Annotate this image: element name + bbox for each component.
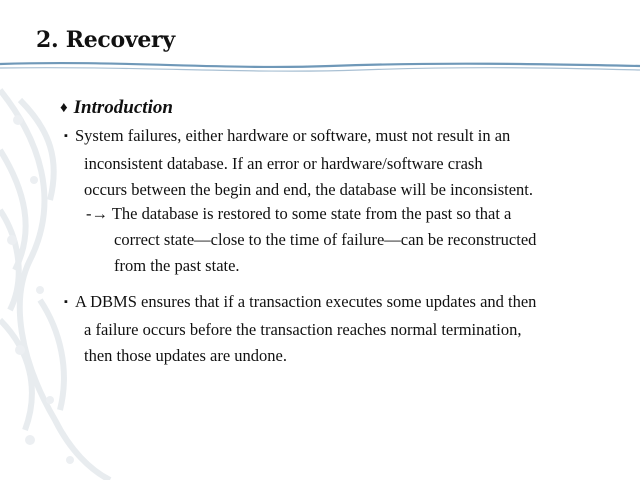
diamond-bullet-icon: ♦ xyxy=(60,100,68,116)
sub-line: from the past state. xyxy=(114,256,240,275)
sub-line: correct state—close to the time of failure—can be reconstructed xyxy=(114,230,537,249)
section-heading-text: Introduction xyxy=(73,97,173,118)
slide-title: 2. Recovery xyxy=(36,27,175,53)
bullet-dbms-ensures xyxy=(64,289,624,369)
square-bullet-icon: ▪ xyxy=(64,296,68,308)
bullet-line xyxy=(64,289,624,317)
arrow-icon: -→ xyxy=(86,204,108,223)
bullet-line: occurs between the begin and end, the database will be inconsistent. xyxy=(84,180,534,199)
sub-text: The database is restored to some state from the past so that a xyxy=(111,204,512,223)
bullet-line: a failure occurs before the transaction reaches normal termination, xyxy=(84,320,522,339)
sub-point-restore xyxy=(86,201,626,279)
bullet-text: A DBMS ensures that if a transaction executes some updates and then xyxy=(75,292,537,311)
bullet-line: then those updates are undone. xyxy=(84,346,287,365)
bullet-text: System failures, either hardware or software, must not result in an xyxy=(75,126,511,145)
square-bullet-icon: ▪ xyxy=(64,130,68,142)
bullet-line xyxy=(64,123,624,151)
section-heading xyxy=(60,97,173,119)
bullet-line: inconsistent database. If an error or hardware/software crash xyxy=(84,154,483,173)
sub-line xyxy=(86,201,626,227)
bullet-system-failures xyxy=(64,123,624,203)
title-underline-wave xyxy=(0,63,640,71)
